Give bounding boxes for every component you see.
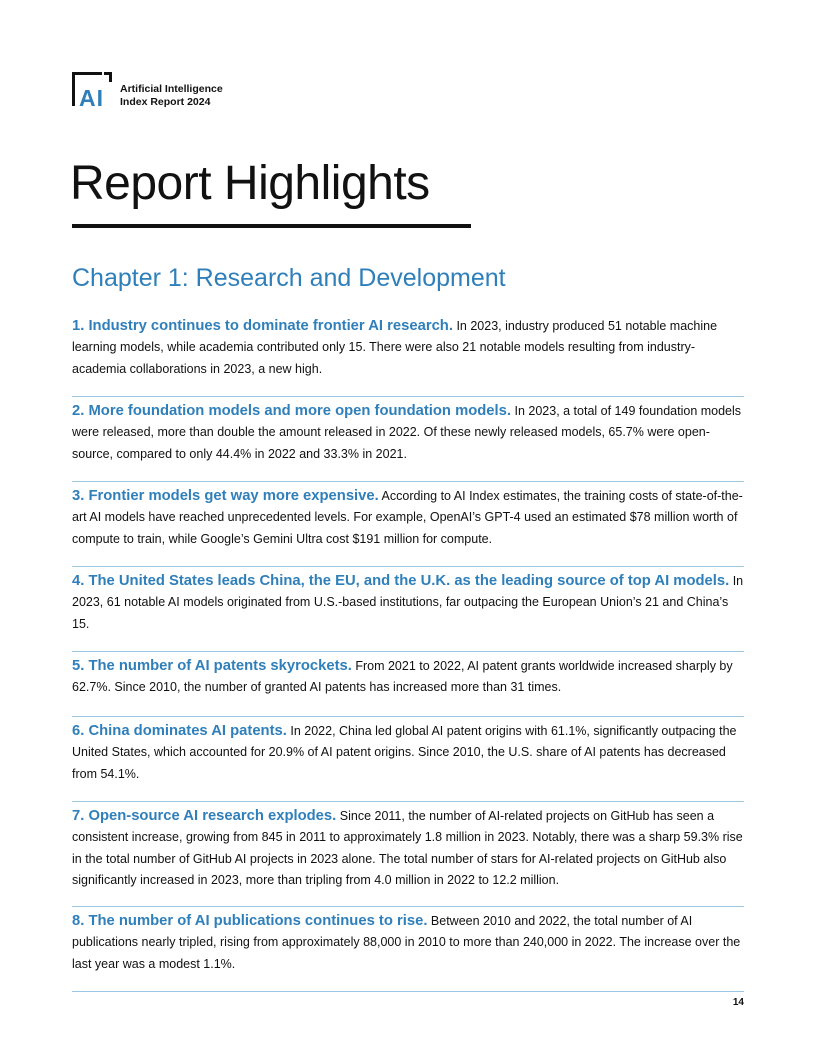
- highlight-body: In 2023, industry produced 51 notable machine learning models, while academia contributed only 15. There were also 21 notable models resulting from industry-academia collaborations in 2023, a new high.: [72, 319, 718, 376]
- highlight-body: From 2021 to 2022, AI patent grants worldwide increased sharply by 62.7%. Since 2010, the number of granted AI patents has increased more than 31 times.: [72, 659, 733, 695]
- logo-mark-text: AI: [79, 85, 104, 108]
- highlight-title: 6. China dominates AI patents.: [72, 723, 287, 739]
- highlight-title: 8. The number of AI publications continues to rise.: [72, 913, 428, 929]
- highlight-item: [72, 802, 744, 907]
- highlight-body: In 2023, 61 notable AI models originated from U.S.-based institutions, far outpacing the European Union’s 21 and China’s 15.: [72, 574, 744, 631]
- highlight-item: [72, 397, 744, 482]
- highlight-body: Between 2010 and 2022, the total number of AI publications nearly tripled, rising from approximately 88,000 in 2010 to more than 240,000 in 2022. The increase over the last year was a modest 1.1%.: [72, 914, 741, 971]
- page-number: 14: [732, 997, 744, 1008]
- highlight-title: 7. Open-source AI research explodes.: [72, 808, 337, 824]
- report-name-line2: Index Report 2024: [120, 96, 211, 108]
- highlight-body: According to AI Index estimates, the training costs of state-of-the-art AI models have reached unprecedented levels. For example, OpenAI’s GPT-4 used an estimated $78 million worth of compute to train, while Google’s Gemini Ultra cost $191 million for compute.: [72, 489, 743, 546]
- highlight-body: In 2022, China led global AI patent origins with 61.1%, significantly outpacing the United States, which accounted for 20.9% of AI patent origins. Since 2010, the U.S. share of AI patents has decreased from 54.1%.: [72, 724, 737, 781]
- highlights-list: [72, 312, 744, 992]
- report-name-line1: Artificial Intelligence: [120, 83, 223, 95]
- ai-index-logo-icon: [72, 72, 112, 108]
- highlight-title: 1. Industry continues to dominate frontier AI research.: [72, 318, 453, 334]
- highlight-title: 3. Frontier models get way more expensive.: [72, 488, 379, 504]
- highlight-body: In 2023, a total of 149 foundation models were released, more than double the amount released in 2022. Of these newly released models, 65.7% were open-source, compared to only 44.4% in 2022 and 33.3% in 2021.: [72, 404, 742, 461]
- chapter-heading: Chapter 1: Research and Development: [72, 264, 506, 292]
- page-title: Report Highlights: [70, 157, 430, 210]
- highlight-title: 5. The number of AI patents skyrockets.: [72, 658, 352, 674]
- highlight-item: [72, 312, 744, 397]
- report-logo: [72, 72, 242, 108]
- highlight-item: [72, 717, 744, 802]
- highlight-item: [72, 567, 744, 652]
- title-underline: [72, 224, 471, 228]
- highlight-body: Since 2011, the number of AI-related projects on GitHub has seen a consistent increase, growing from 845 in 2011 to approximately 1.8 million in 2023. Notably, there was a sharp 59.3% rise in the total number of GitHub AI projects in 2023 alone. The total number of stars for AI-related projects on GitHub also significantly increased in 2023, more than tripling from 4.0 million in 2022 to 12.2 million.: [72, 809, 743, 887]
- highlight-item: [72, 652, 744, 717]
- highlight-item: [72, 482, 744, 567]
- report-name: [120, 83, 223, 109]
- highlight-title: 2. More foundation models and more open foundation models.: [72, 403, 511, 419]
- highlight-item: [72, 907, 744, 992]
- highlight-title: 4. The United States leads China, the EU, and the U.K. as the leading source of top AI models.: [72, 573, 730, 589]
